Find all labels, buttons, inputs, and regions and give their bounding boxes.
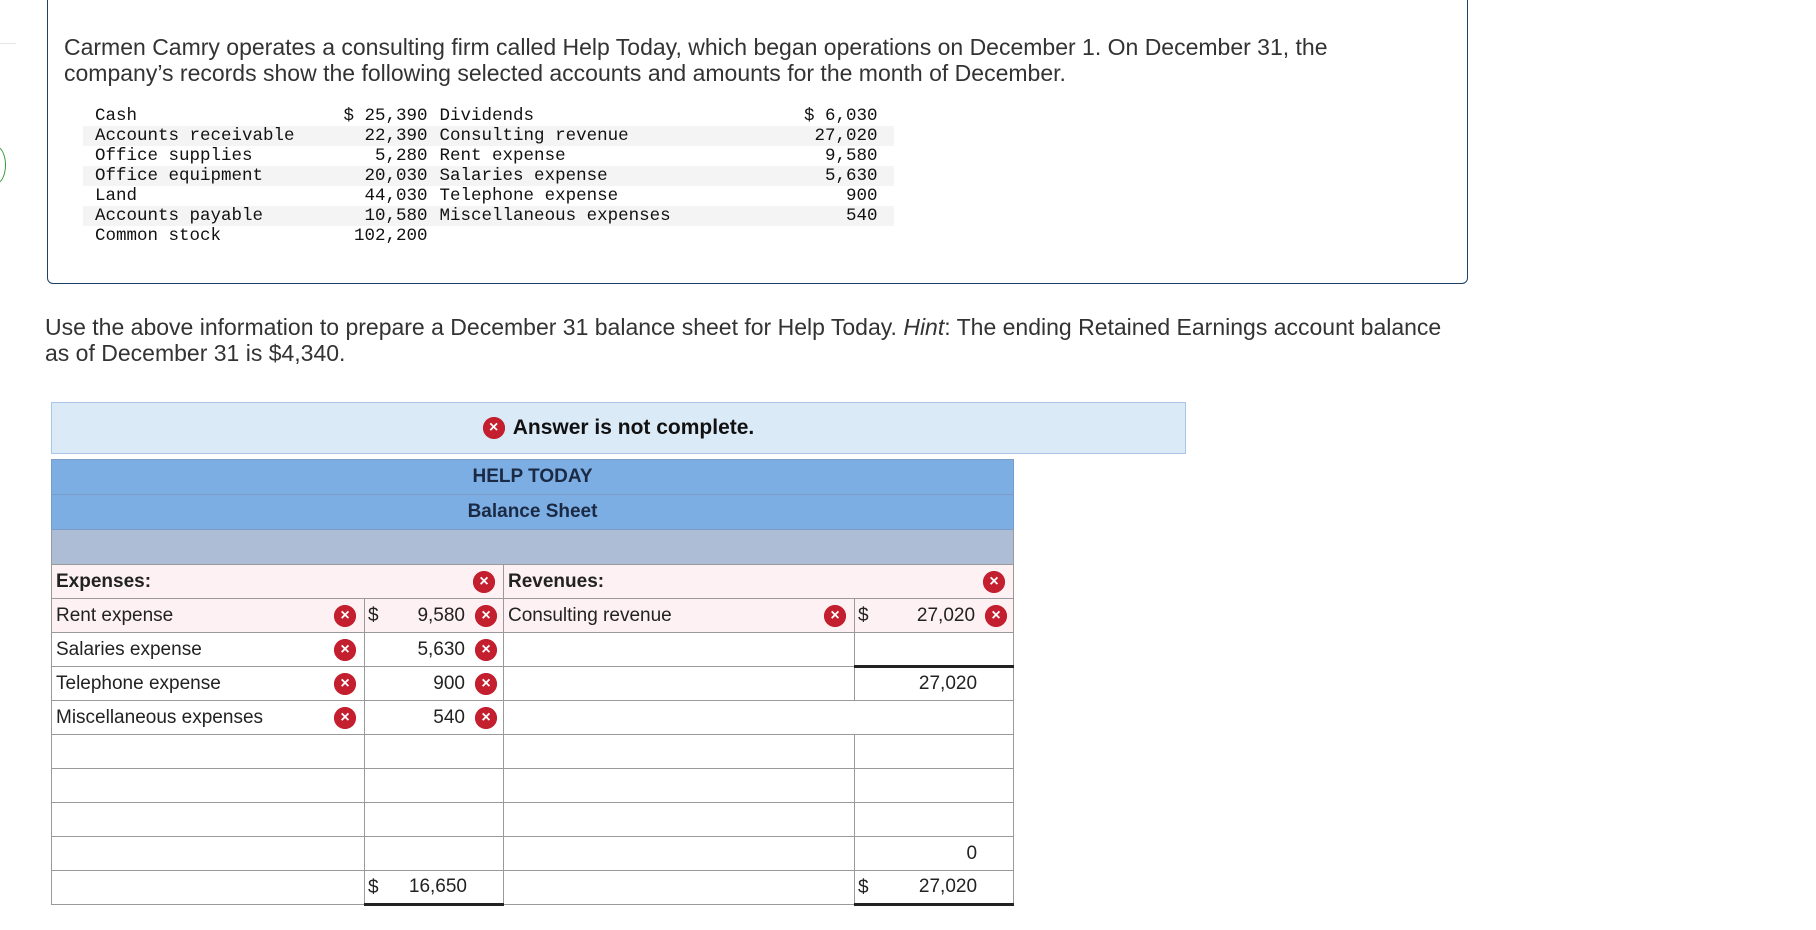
revenue-amount-field[interactable] [855,837,1014,871]
expenses-total-field[interactable] [365,871,504,905]
dollar-sign: $ [368,877,379,898]
revenues-total-field[interactable] [855,871,1014,905]
answer-status-banner [51,402,1186,454]
account-name: Accounts receivable [83,126,295,146]
account-amount: $ 6,030 [804,106,878,126]
account-amount: 900 [846,186,878,206]
account-row [83,166,894,186]
expenses-heading[interactable] [52,565,504,599]
x-circle-icon: × [475,707,497,729]
amount-text: 27,020 [918,673,978,694]
revenue-amount-field[interactable] [855,769,1014,803]
account-name [440,226,758,246]
account-name: Common stock [95,226,222,246]
revenues-heading[interactable] [504,565,1014,599]
expense-label-field[interactable] [52,667,365,701]
x-circle-icon: × [824,605,846,627]
account-name: Dividends [439,106,535,126]
label-text: Telephone expense [56,672,221,694]
table-row [52,633,1014,667]
account-amount: $ 25,390 [343,106,428,126]
table-row [52,837,1014,871]
account-amount: 44,030 [364,186,428,206]
revenue-label-field[interactable] [504,837,855,871]
revenue-amount-field[interactable] [855,735,1014,769]
heading-text: Expenses: [56,570,152,592]
x-circle-icon: × [983,571,1005,593]
total-label-field[interactable] [504,871,855,905]
revenue-label-field[interactable] [504,599,855,633]
account-name: Office supplies [95,146,253,166]
x-circle-icon: × [334,639,356,661]
account-row [83,146,894,166]
hint-label: Hint [903,314,945,340]
dollar-sign: $ [368,605,379,626]
table-row [52,735,1014,769]
account-row [83,206,894,226]
amount-text: 27,020 [916,604,976,626]
header-row [52,460,1014,495]
revenue-label-field[interactable] [504,803,855,837]
revenue-label-field[interactable] [504,667,855,701]
table-row [52,769,1014,803]
expense-label-field[interactable] [52,837,365,871]
expense-label-field[interactable] [52,735,365,769]
revenue-amount-field[interactable] [855,599,1014,633]
table-row [52,701,1014,735]
expense-label-field[interactable] [52,803,365,837]
account-name: Cash [95,106,138,126]
dollar-sign: $ [858,605,869,626]
label-text: Miscellaneous expenses [56,706,264,728]
account-name: Land [95,186,138,206]
header-row [52,495,1014,530]
table-row [52,565,1014,599]
account-amount: 5,280 [375,146,428,166]
amount-text: 5,630 [417,638,465,660]
company-name: HELP TODAY [52,460,1014,495]
expense-amount-field[interactable] [365,803,504,837]
account-row [83,126,894,146]
expense-amount-field[interactable] [365,837,504,871]
revenue-label-field[interactable] [504,633,855,667]
account-amount: 22,390 [295,126,440,146]
amount-text: 9,580 [417,604,465,626]
expense-amount-field[interactable] [365,599,504,633]
amount-text: 900 [433,672,465,694]
balance-sheet-table [51,459,1014,906]
instruction-part: : The ending Retained Earnings account balance as of December 31 is $4,340. [45,314,1442,366]
date-band [52,530,1014,565]
account-name: Telephone expense [439,186,619,206]
account-name: Office equipment [83,166,295,186]
expense-label-field[interactable] [52,599,365,633]
revenue-amount-field[interactable] [855,633,1014,667]
x-circle-icon: × [334,707,356,729]
x-circle-icon: × [334,673,356,695]
table-row [52,803,1014,837]
label-text: Rent expense [56,604,174,626]
account-amount: 9,580 [825,146,878,166]
empty-cell [504,701,1014,735]
problem-intro: Carmen Camry operates a consulting firm called Help Today, which began operations on December 1. On December 31, the company’s records show the following selected accounts and amounts for the month of December. [64,34,1328,86]
revenue-amount-field[interactable] [855,803,1014,837]
total-label-field[interactable] [52,871,365,905]
x-circle-icon: × [483,417,505,439]
header-band [52,530,1014,565]
instruction-text [45,314,1445,366]
banner-text: Answer is not complete. [512,416,755,439]
revenue-label-field[interactable] [504,769,855,803]
account-amount: 102,200 [354,226,428,246]
x-circle-icon: × [334,605,356,627]
heading-text: Revenues: [508,570,605,592]
x-circle-icon: × [473,571,495,593]
revenue-label-field[interactable] [504,735,855,769]
table-row [52,599,1014,633]
x-circle-icon: × [475,639,497,661]
expense-label-field[interactable] [52,769,365,803]
left-divider [0,43,16,44]
label-text: Salaries expense [56,638,202,660]
expense-amount-field[interactable] [365,667,504,701]
expense-amount-field[interactable] [365,735,504,769]
x-circle-icon: × [475,673,497,695]
expense-label-field[interactable] [52,701,365,735]
account-name: Consulting revenue [440,126,758,146]
account-amount: 20,030 [295,166,440,186]
expense-label-field[interactable] [52,633,365,667]
account-amount: 27,020 [758,126,894,146]
amount-text: 27,020 [918,876,978,897]
x-circle-icon: × [985,605,1007,627]
dollar-sign: $ [858,877,869,898]
account-amount: 540 [758,206,894,226]
label-text: Consulting revenue [508,604,672,626]
totals-row [52,871,1014,905]
account-row [83,186,894,206]
amount-text: 540 [433,706,465,728]
account-row [83,226,894,246]
account-name: Rent expense [439,146,566,166]
account-row [83,106,894,126]
account-amount: 5,630 [758,166,894,186]
x-circle-icon: × [475,605,497,627]
statement-title: Balance Sheet [52,495,1014,530]
amount-text: 16,650 [408,876,467,897]
expense-amount-field[interactable] [365,769,504,803]
left-edge-bracket [0,146,6,184]
revenue-subtotal-field[interactable] [855,667,1014,701]
account-name: Salaries expense [440,166,758,186]
account-amount [758,226,894,246]
account-amount: 10,580 [295,206,440,226]
account-name: Accounts payable [83,206,295,226]
amount-text: 0 [966,842,978,864]
account-list [83,106,894,246]
table-row [52,667,1014,701]
account-name: Miscellaneous expenses [440,206,758,226]
expense-amount-field[interactable] [365,701,504,735]
expense-amount-field[interactable] [365,633,504,667]
instruction-part: Use the above information to prepare a December 31 balance sheet for Help Today. [45,314,904,340]
